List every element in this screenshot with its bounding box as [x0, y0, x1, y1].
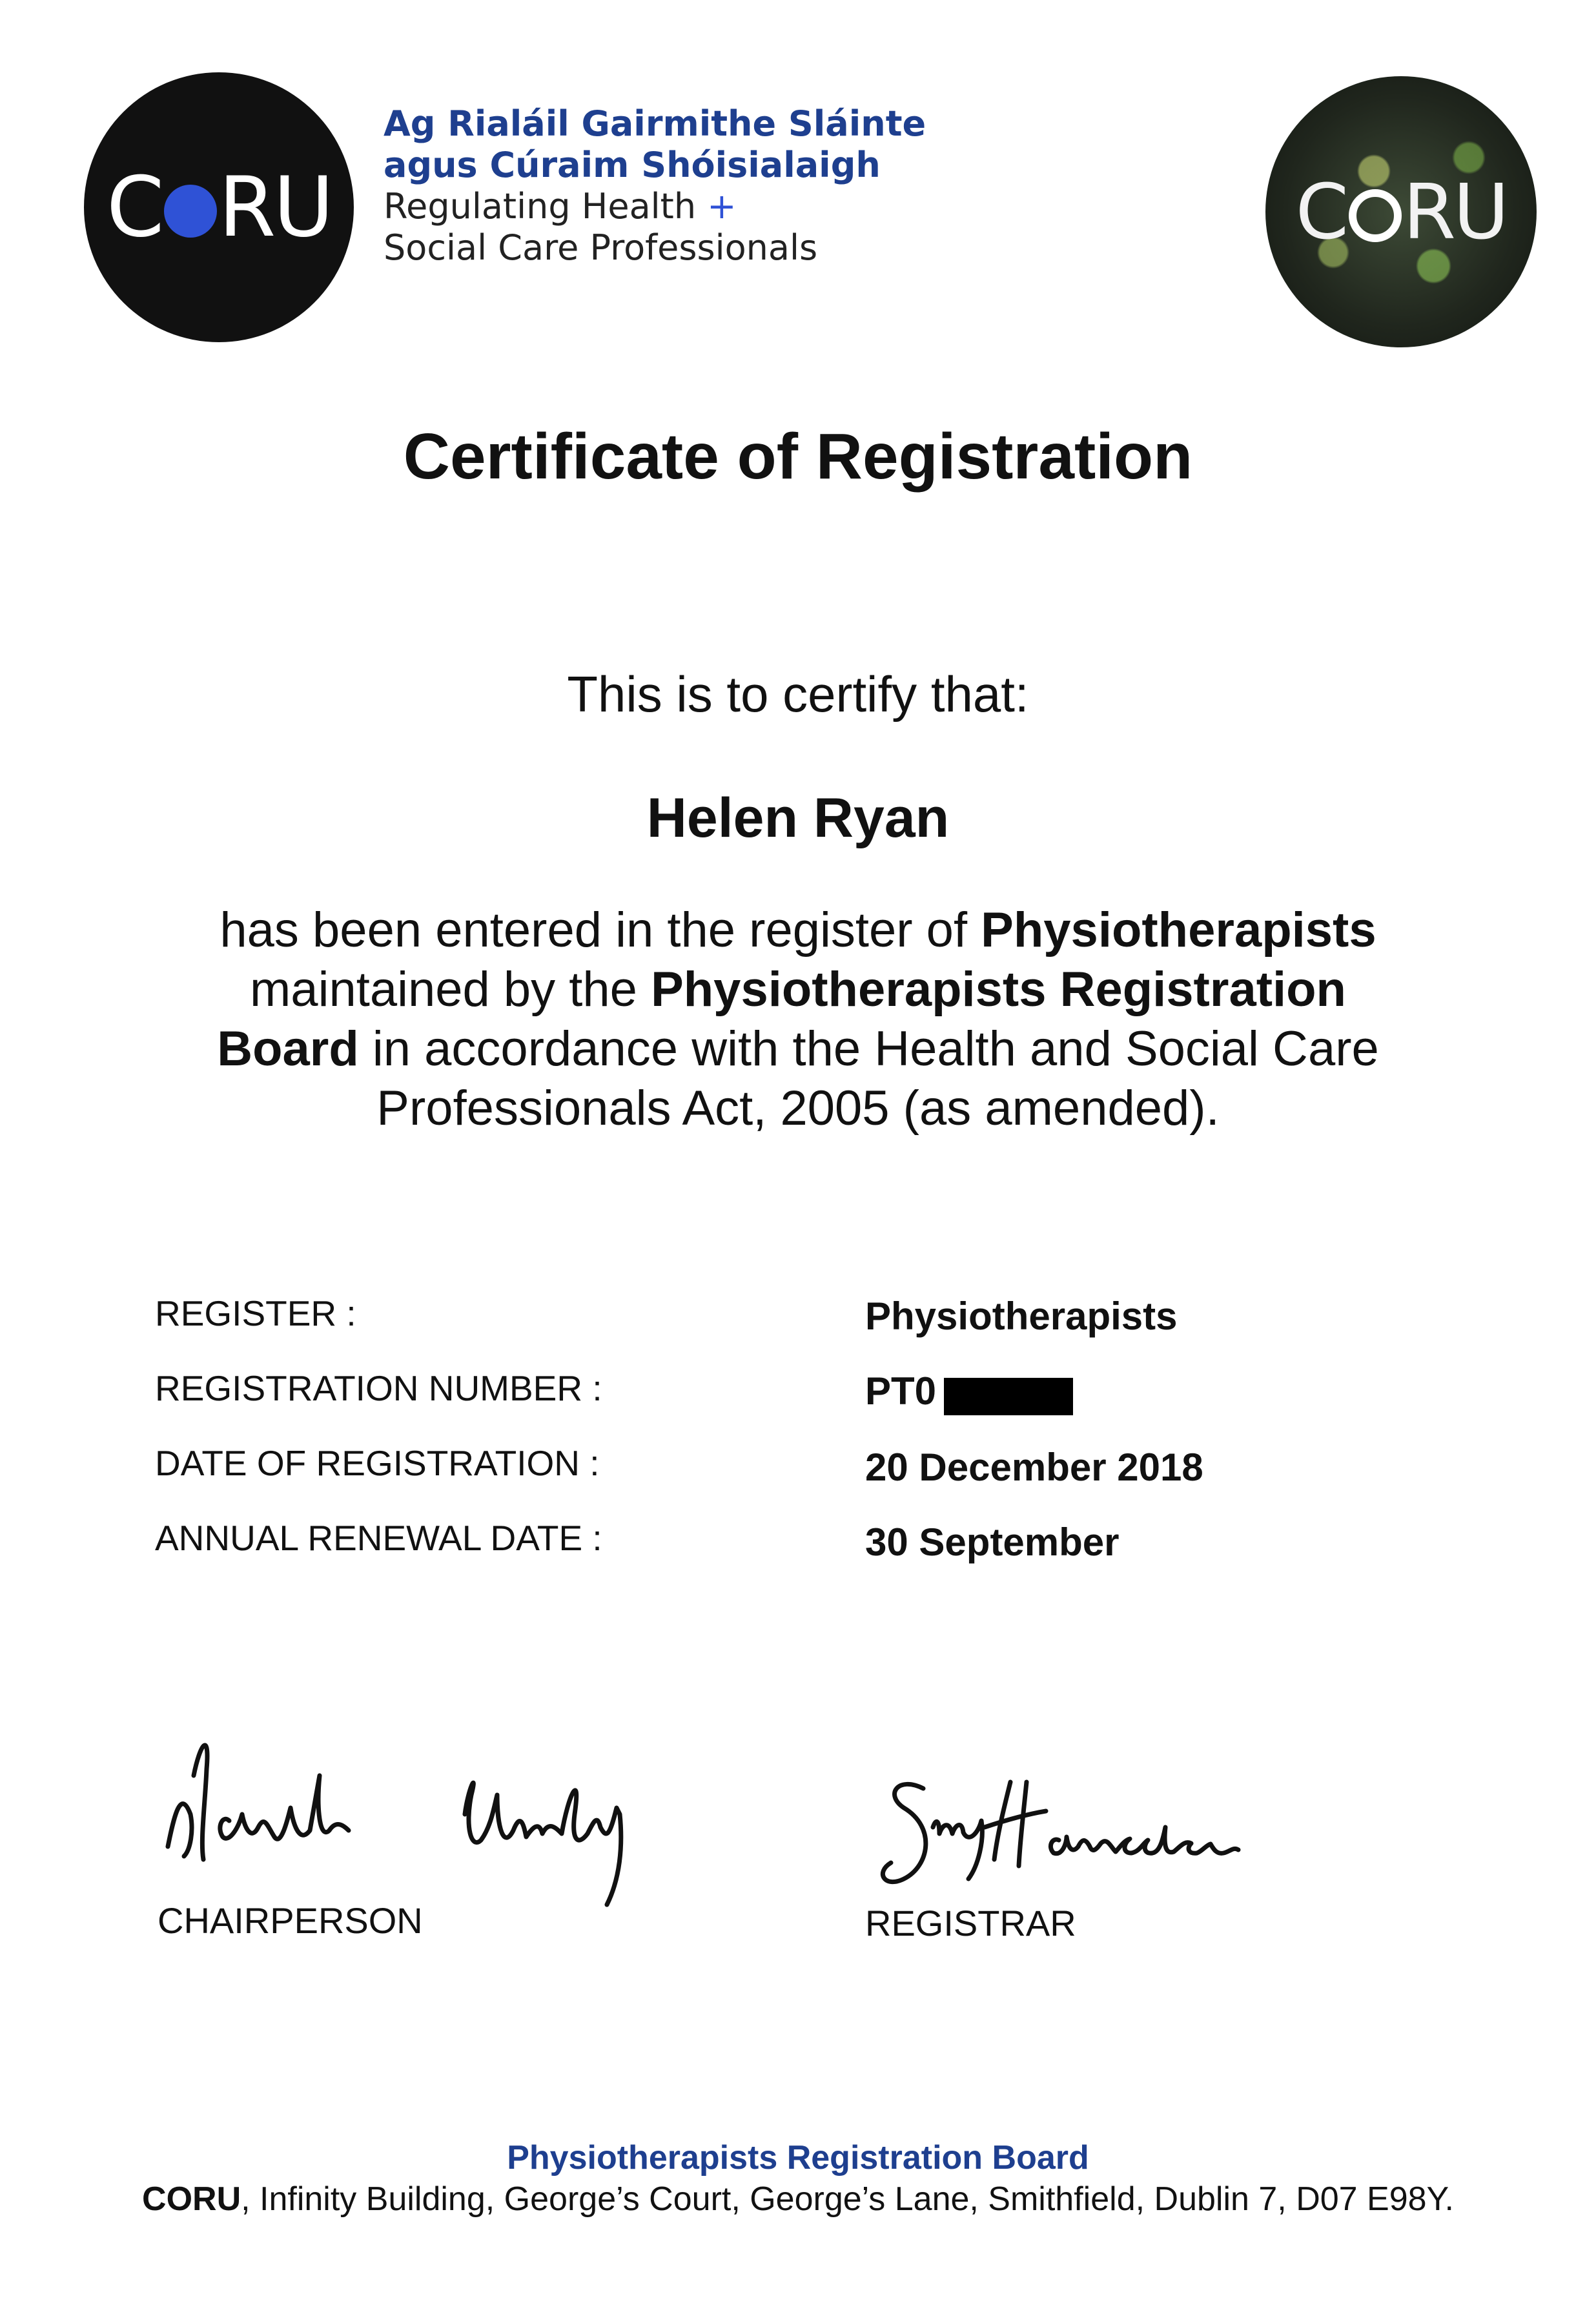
statement-text: in accordance with the Health and Social Care: [358, 1021, 1379, 1076]
registration-number-label: REGISTRATION NUMBER :: [155, 1368, 602, 1408]
certificate-title: Certificate of Registration: [403, 420, 1193, 493]
tagline-english-line-1: [384, 186, 926, 227]
chairperson-title: CHAIRPERSON: [158, 1900, 423, 1941]
certify-line: This is to certify that:: [567, 666, 1029, 722]
registrar-title: REGISTRAR: [865, 1903, 1076, 1943]
registrant-name: Helen Ryan: [646, 787, 950, 849]
tagline-english-text-1: Regulating Health: [384, 186, 697, 227]
hologram-wordmark: [1265, 76, 1537, 347]
tagline-english-line-2: Social Care Professionals: [384, 227, 818, 268]
statement-register-name: Physiotherapists: [981, 903, 1376, 958]
date-of-registration-value: 20 December 2018: [865, 1446, 1203, 1489]
statement-line-2: [0, 960, 1596, 1019]
statement-board-name: Physiotherapists Registration: [651, 962, 1346, 1017]
logo-tagline: [384, 103, 926, 269]
coru-hologram-seal: [1265, 76, 1537, 347]
hologram-letters-ru: RU: [1403, 167, 1507, 256]
redaction-bar: [944, 1378, 1073, 1415]
register-label: REGISTER :: [155, 1293, 356, 1333]
hologram-ring-icon: [1349, 189, 1402, 242]
date-of-registration-label: DATE OF REGISTRATION :: [155, 1443, 600, 1483]
registration-number-value: PT0: [865, 1369, 937, 1413]
footer-board-name: Physiotherapists Registration Board: [507, 2139, 1089, 2177]
annual-renewal-value: 30 September: [865, 1521, 1120, 1564]
statement-line-1: [0, 901, 1596, 960]
statement-line-3: [0, 1019, 1596, 1079]
register-value: Physiotherapists: [865, 1295, 1178, 1338]
footer-address: [0, 2180, 1596, 2218]
footer-address-text: , Infinity Building, George’s Court, George’s Lane, Smithfield, Dublin 7, D07 E98Y.: [241, 2180, 1454, 2218]
logo-letters-ru: RU: [218, 159, 331, 256]
plus-icon: +: [707, 186, 737, 227]
statement-board-name-end: Board: [217, 1021, 359, 1076]
statement-text: maintained by the: [250, 962, 651, 1017]
tagline-irish-line-2: agus Cúraim Shóisialaigh: [384, 145, 881, 185]
registrar-signature: [865, 1756, 1395, 1911]
footer-org-name: CORU: [142, 2180, 241, 2218]
chairperson-signature: [155, 1717, 736, 1911]
logo-blue-dot-icon: [164, 185, 217, 238]
statement-line-4: [0, 1079, 1596, 1138]
annual-renewal-label: ANNUAL RENEWAL DATE :: [155, 1518, 602, 1558]
logo-letter-c: C: [107, 159, 162, 256]
tagline-irish-line-1: Ag Rialáil Gairmithe Sláinte: [384, 103, 926, 144]
hologram-letter-c: C: [1295, 167, 1347, 256]
coru-logo: [84, 72, 354, 342]
registration-statement: [0, 901, 1596, 1138]
statement-text: Professionals Act, 2005 (as amended).: [376, 1081, 1220, 1136]
coru-logo-wordmark: [84, 72, 354, 342]
statement-text: has been entered in the register of: [220, 903, 981, 958]
